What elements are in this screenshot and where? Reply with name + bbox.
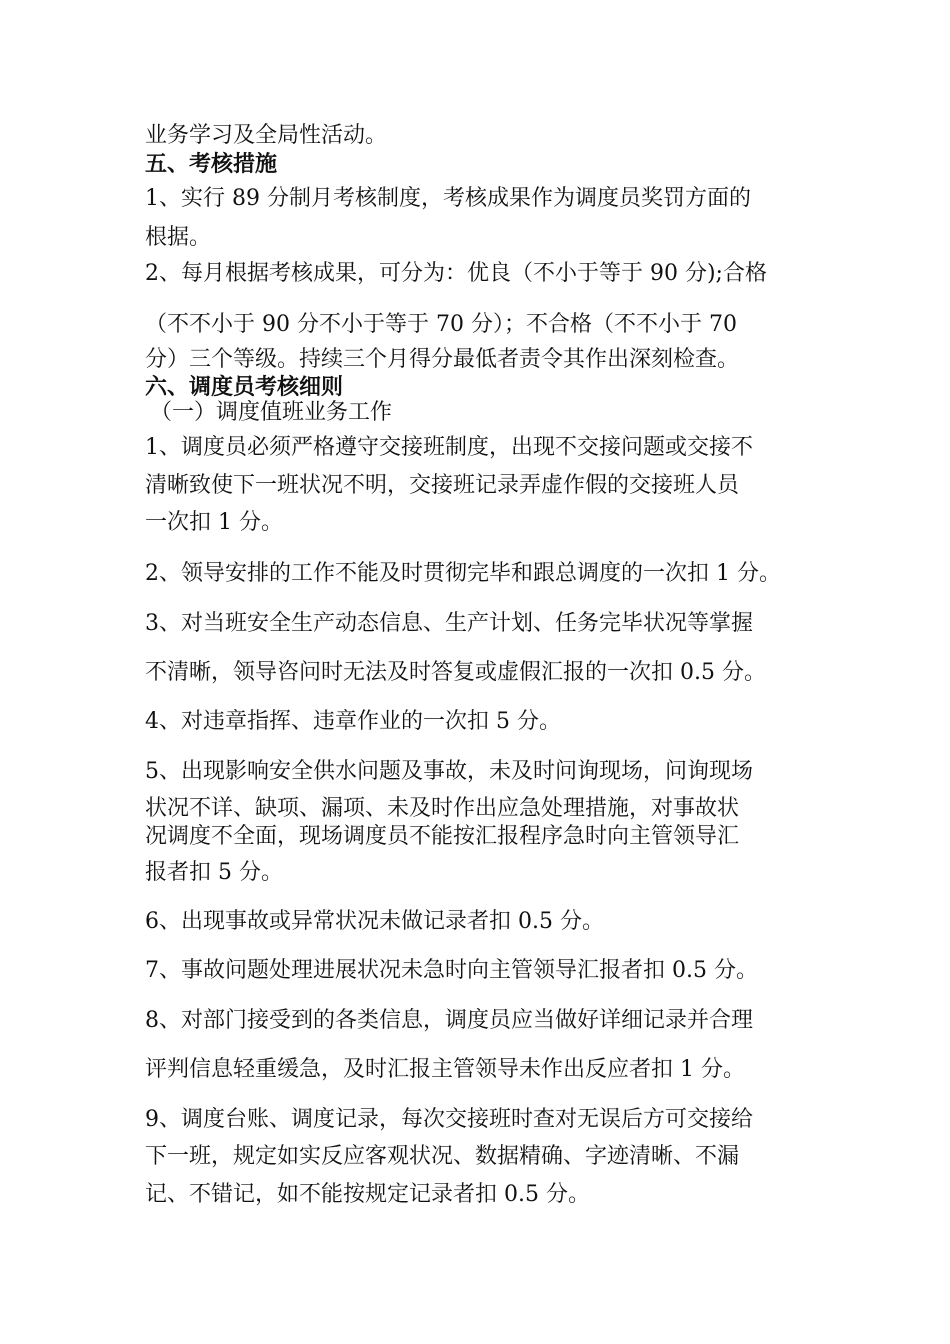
text-line: 下一班，规定如实反应客观状况、数据精确、字迹清晰、不漏	[145, 1144, 740, 1169]
text-line: 2、每月根据考核成果，可分为：优良（不小于等于 90 分);合格	[145, 261, 767, 286]
text-line: 业务学习及全局性活动。	[145, 123, 388, 148]
text-line: 3、对当班安全生产动态信息、生产计划、任务完毕状况等掌握	[145, 611, 753, 636]
text-line: 根据。	[145, 225, 212, 250]
text-line: 不清晰，领导咨问时无法及时答复或虚假汇报的一次扣 0.5 分。	[145, 660, 766, 685]
text-line: 报者扣 5 分。	[145, 860, 283, 885]
text-line: 分）三个等级。持续三个月得分最低者责令其作出深刻检查。	[145, 347, 740, 372]
text-line: （不不小于 90 分不小于等于 70 分）；不合格（不不小于 70	[145, 312, 737, 337]
text-line: 4、对违章指挥、违章作业的一次扣 5 分。	[145, 709, 561, 734]
text-line: 1、实行 89 分制月考核制度，考核成果作为调度员奖罚方面的	[145, 186, 751, 211]
section-heading-dispatcher-rules: 六、调度员考核细则	[145, 374, 344, 400]
text-line: 1、调度员必须严格遵守交接班制度，出现不交接问题或交接不	[145, 435, 753, 460]
section-heading-assessment-measures: 五、考核措施	[145, 151, 278, 177]
text-line: 一次扣 1 分。	[145, 510, 283, 535]
text-line: 清晰致使下一班状况不明，交接班记录弄虚作假的交接班人员	[145, 473, 740, 498]
text-line: 7、事故问题处理进展状况未急时向主管领导汇报者扣 0.5 分。	[145, 958, 758, 983]
subsection-heading: （一）调度值班业务工作	[150, 400, 393, 425]
text-line: 评判信息轻重缓急，及时汇报主管领导未作出反应者扣 1 分。	[145, 1057, 745, 1082]
text-line: 8、对部门接受到的各类信息，调度员应当做好详细记录并合理	[145, 1008, 753, 1033]
text-line: 2、领导安排的工作不能及时贯彻完毕和跟总调度的一次扣 1 分。	[145, 561, 781, 586]
text-line: 状况不详、缺项、漏项、未及时作出应急处理措施，对事故状	[145, 796, 740, 821]
text-line: 况调度不全面，现场调度员不能按汇报程序急时向主管领导汇	[145, 824, 740, 849]
text-line: 9、调度台账、调度记录，每次交接班时查对无误后方可交接给	[145, 1107, 753, 1132]
text-line: 5、出现影响安全供水问题及事故，未及时问询现场，问询现场	[145, 759, 753, 784]
text-line: 记、不错记，如不能按规定记录者扣 0.5 分。	[145, 1182, 590, 1207]
text-line: 6、出现事故或异常状况未做记录者扣 0.5 分。	[145, 909, 604, 934]
